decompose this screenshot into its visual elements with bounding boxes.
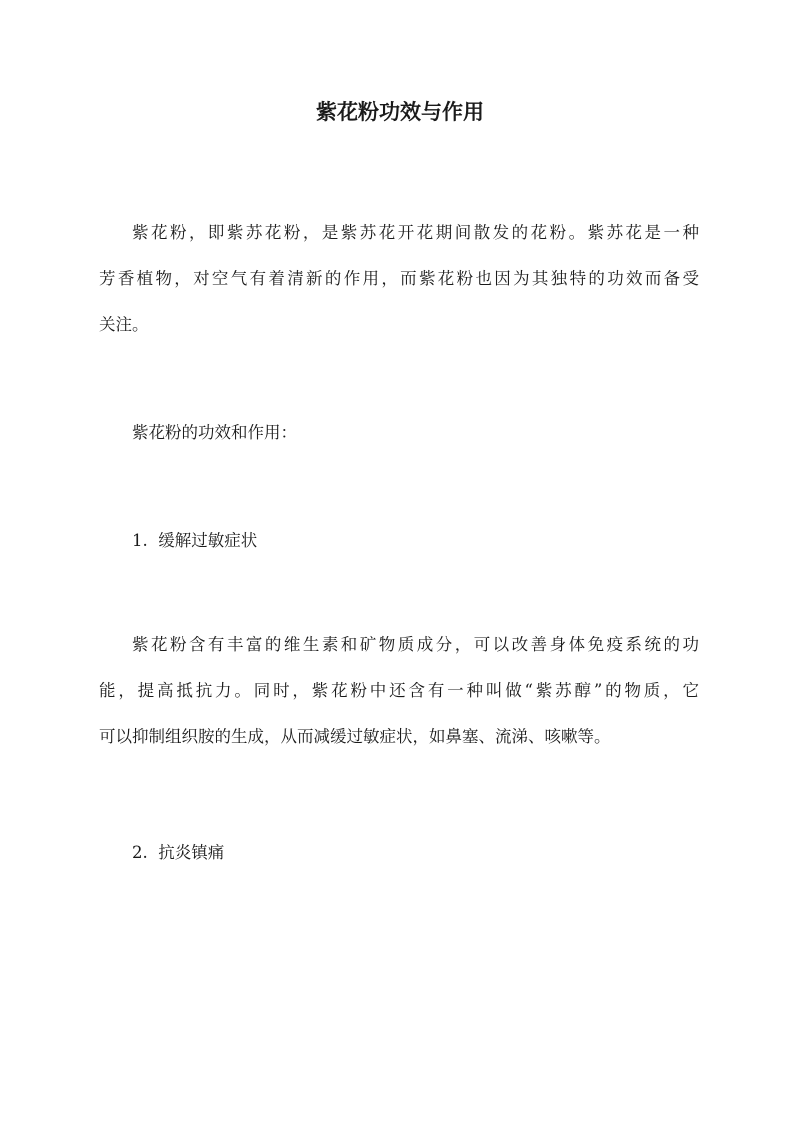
effects-heading-block bbox=[99, 410, 699, 456]
intro-line-3: 关注。 bbox=[99, 315, 149, 334]
item-1-line-3: 可以抑制组织胺的生成，从而减缓过敏症状，如鼻塞、流涕、咳嗽等。 bbox=[99, 727, 611, 746]
item-1-line-2: 能，提高抵抗力。同时，紫花粉中还含有一种叫做“紫苏醇”的物质，它 bbox=[99, 681, 699, 700]
item-1-line-1: 紫花粉含有丰富的维生素和矿物质成分，可以改善身体免疫系统的功 bbox=[132, 635, 699, 654]
item-2-heading: 2. 抗炎镇痛 bbox=[132, 843, 225, 862]
effects-heading: 紫花粉的功效和作用： bbox=[132, 423, 297, 442]
document-title: 紫花粉功效与作用 bbox=[316, 99, 484, 124]
intro-paragraph bbox=[99, 210, 699, 348]
item-2-heading-block bbox=[99, 830, 699, 876]
intro-line-1: 紫花粉，即紫苏花粉，是紫苏花开花期间散发的花粉。紫苏花是一种 bbox=[132, 223, 699, 242]
intro-line-2: 芳香植物，对空气有着清新的作用，而紫花粉也因为其独特的功效而备受 bbox=[99, 269, 699, 288]
item-1-heading-block bbox=[99, 518, 699, 564]
item-1-paragraph bbox=[99, 622, 699, 760]
item-1-heading: 1. 缓解过敏症状 bbox=[132, 531, 258, 550]
